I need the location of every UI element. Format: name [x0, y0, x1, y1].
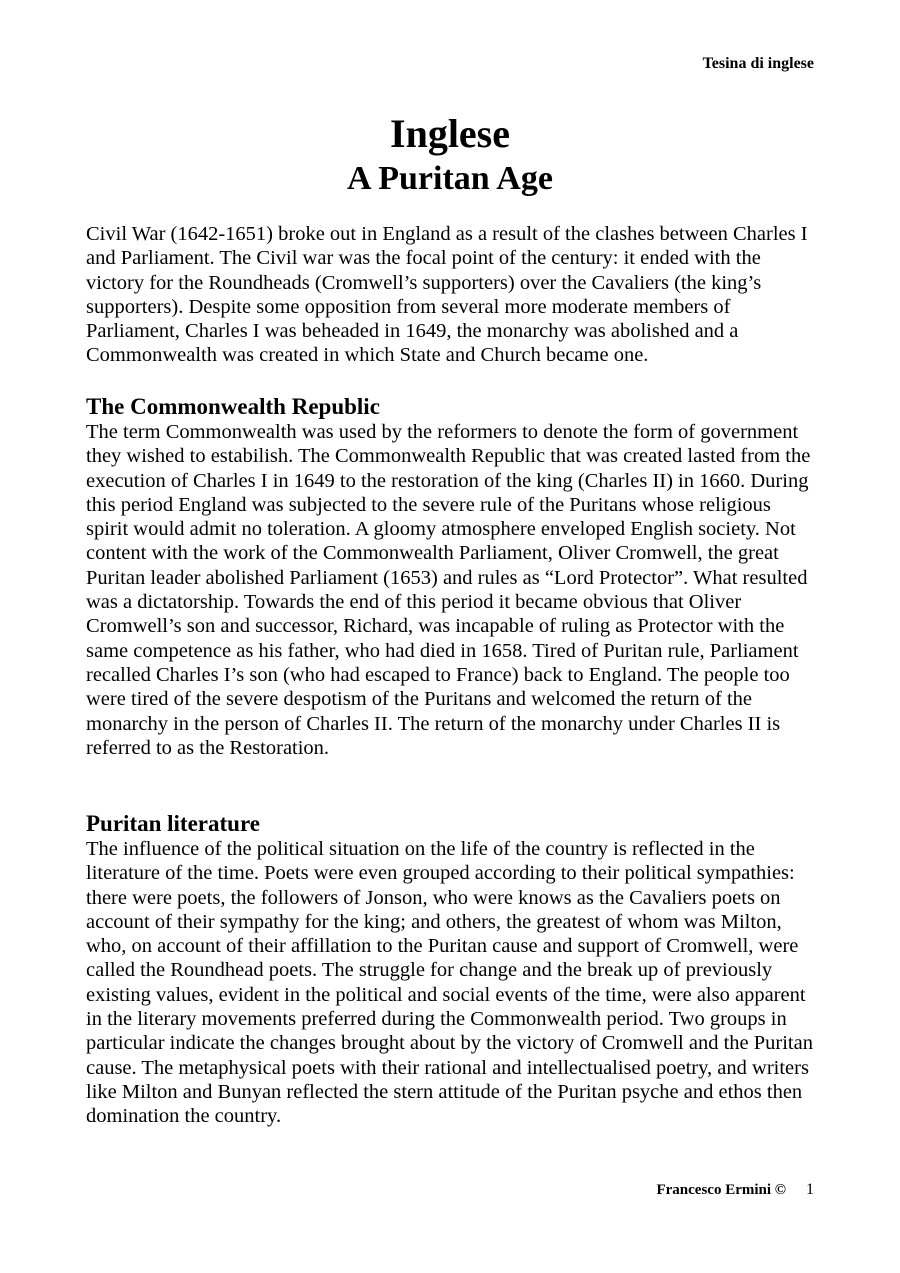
document-title: Inglese [390, 111, 510, 156]
header-label: Tesina di inglese [702, 55, 814, 72]
page-number: 1 [806, 1181, 814, 1198]
section-commonwealth-republic [86, 394, 814, 760]
title-block [0, 110, 900, 200]
page-header [703, 55, 814, 73]
intro-section [86, 222, 814, 368]
section-paragraph: The term Commonwealth was used by the reformers to denote the form of government they wished to estabilish. The Commonwealth Republic that was created lasted from the execution of Charles I in 1649 to the restoration of the king (Charles II) in 1660. During this period England was subjected to the severe rule of the Puritans whose religious spirit would admit no toleration. A gloomy atmosphere enveloped English society. Not content with the work of the Commonwealth Parliament, Oliver Cromwell, the great Puritan leader abolished Parliament (1653) and rules as “Lord Protector”. What resulted was a dictatorship. Towards the end of this period it became obvious that Oliver Cromwell’s son and successor, Richard, was incapable of ruling as Protector with the same competence as his father, who had died in 1658. Tired of Puritan rule, Parliament recalled Charles I’s son (who had escaped to France) back to England. The people too were tired of the severe despotism of the Puritans and welcomed the return of the monarchy in the person of Charles II. The return of the monarchy under Charles II is referred to as the Restoration. [86, 421, 811, 759]
section-heading: The Commonwealth Republic [86, 394, 380, 419]
section-paragraph: The influence of the political situation on the life of the country is reflected in the literature of the time. Poets were even grouped according to their political sympathies: there were poets, the followers of Jonson, who were knows as the Cavaliers poets on account of their sympathy for the king; and others, the greatest of whom was Milton, who, on account of their affillation to the Puritan cause and support of Cromwell, were called the Roundhead poets. The struggle for change and the break up of previously existing values, evident in the political and social events of the time, were also apparent in the literary movements preferred during the Commonwealth period. Two groups in particular indicate the changes brought about by the victory of Cromwell and the Puritan cause. The metaphysical poets with their rational and intellectualised poetry, and writers like Milton and Bunyan reflected the stern attitude of the Puritan psyche and ethos then domination the country. [86, 838, 813, 1128]
intro-paragraph: Civil War (1642-1651) broke out in England as a result of the clashes between Charles I and Parliament. The Civil war was the focal point of the century: it ended with the victory for the Roundheads (Cromwell’s supporters) over the Cavaliers (the king’s supporters). Despite some opposition from several more moderate members of Parliament, Charles I was beheaded in 1649, the monarchy was abolished and a Commonwealth was created in which State and Church became one. [86, 223, 808, 367]
footer-author: Francesco Ermini © [656, 1182, 786, 1198]
page-footer [656, 1181, 814, 1199]
document-subtitle: A Puritan Age [347, 160, 553, 197]
section-heading: Puritan literature [86, 811, 260, 836]
section-puritan-literature [86, 811, 814, 1129]
